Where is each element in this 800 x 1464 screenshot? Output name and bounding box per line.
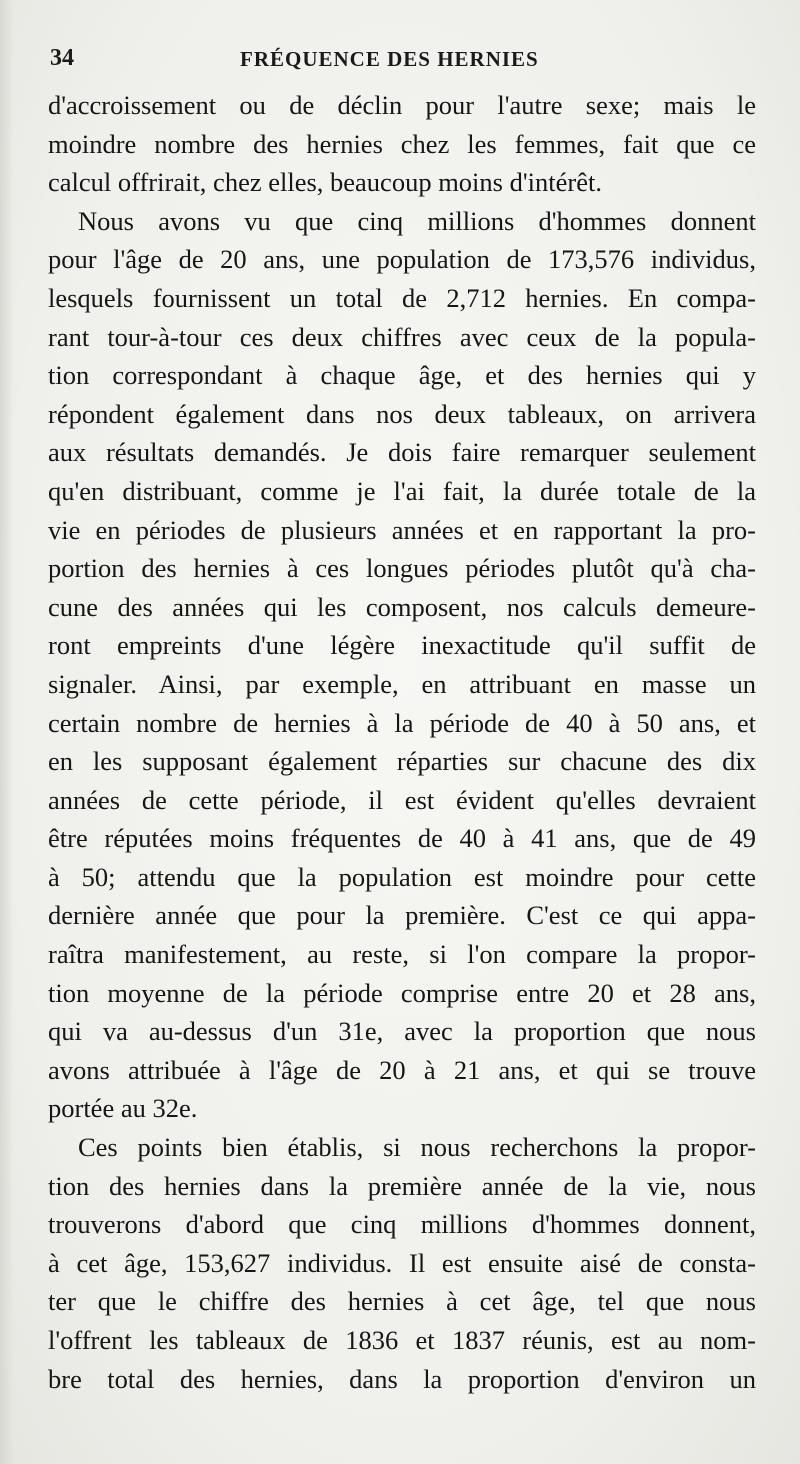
text-line: tion correspondant à chaque âge, et des hernies qui y [48,360,756,391]
text-line: l'offrent les tableaux de 1836 et 1837 réunis, est au nom- [48,1325,756,1355]
page-gutter-shadow [0,0,14,1464]
text-line: tion moyenne de la période comprise entre 20 et 28 ans, [48,977,756,1008]
text-line: qui va au-dessus d'un 31e, avec la proportion que nous [48,1016,756,1047]
text-line: dernière année que pour la première. C'est ce qui appa- [48,900,756,931]
text-line: bre total des hernies, dans la proportion d'environ un [48,1363,756,1394]
text-line: lesquels fournissent un total de 2,712 hernies. En compa- [48,282,756,313]
text-line: vie en périodes de plusieurs années et en rapportant la pro- [48,514,756,545]
text-line: ront empreints d'une légère inexactitude qu'il suffit de [48,630,756,661]
text-line: calcul offrirait, chez elles, beaucoup moins d'intérêt. [48,167,602,198]
paragraph-first-line: Ces points bien établis, si nous recherchons la propor- [78,1132,756,1163]
text-line: portion des hernies à ces longues périodes plutôt qu'à cha- [48,553,756,584]
text-line: avons attribuée à l'âge de 20 à 21 ans, et qui se trouve [48,1054,756,1085]
text-line: signaler. Ainsi, par exemple, en attribuant en masse un [48,668,756,699]
page-number: 34 [50,45,74,71]
text-line: portée au 32e. [48,1093,198,1124]
running-head: FRÉQUENCE DES HERNIES [240,47,539,71]
paragraph-first-line: Nous avons vu que cinq millions d'hommes donnent [78,205,756,236]
text-line: rant tour-à-tour ces deux chiffres avec ceux de la popula- [48,321,756,352]
text-line: moindre nombre des hernies chez les femmes, fait que ce [48,128,756,159]
text-line: raîtra manifestement, au reste, si l'on compare la propor- [48,939,756,970]
text-line: qu'en distribuant, comme je l'ai fait, la durée totale de la [48,475,756,506]
page-header [0,40,800,76]
text-line: années de cette période, il est évident qu'elles devraient [48,784,756,815]
text-line: à cet âge, 153,627 individus. Il est ensuite aisé de consta- [48,1247,756,1278]
text-line: ter que le chiffre des hernies à cet âge, tel que nous [48,1286,756,1317]
text-line: pour l'âge de 20 ans, une population de 173,576 individus, [48,244,756,275]
text-line: certain nombre de hernies à la période de 40 à 50 ans, et [48,707,756,738]
text-line: cune des années qui les composent, nos calculs demeure- [48,591,756,622]
text-line: tion des hernies dans la première année de la vie, nous [48,1170,756,1201]
body-text [48,86,756,1398]
text-line: en les supposant également réparties sur chacune des dix [48,746,756,777]
text-line: à 50; attendu que la population est moindre pour cette [48,861,756,892]
text-line: répondent également dans nos deux tableaux, on arrivera [48,398,756,429]
text-line: être réputées moins fréquentes de 40 à 41 ans, que de 49 [48,823,756,854]
text-line: trouverons d'abord que cinq millions d'hommes donnent, [48,1209,756,1240]
text-line: d'accroissement ou de déclin pour l'autre sexe; mais le [48,90,756,120]
text-line: aux résultats demandés. Je dois faire remarquer seulement [48,437,756,468]
